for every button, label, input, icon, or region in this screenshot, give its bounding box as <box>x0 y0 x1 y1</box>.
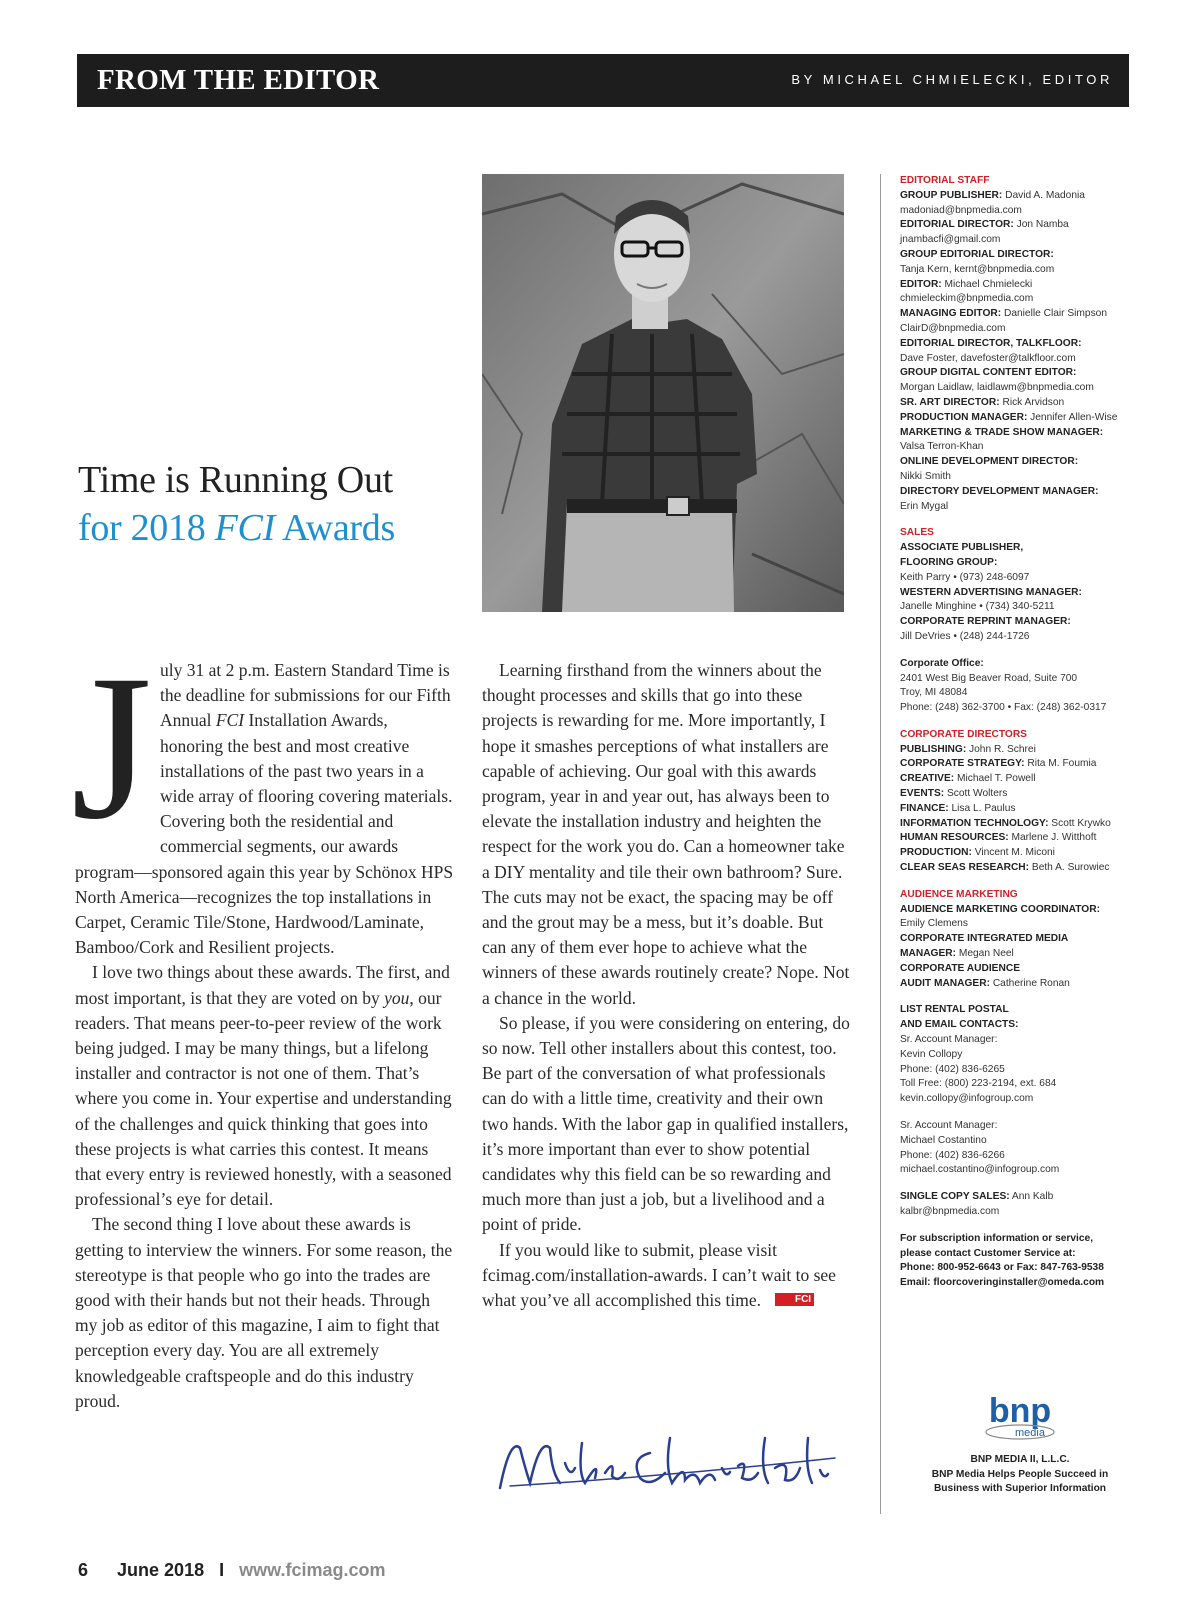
staff-name: Michael T. Powell <box>954 773 1036 785</box>
staff-role: GROUP DIGITAL CONTENT EDITOR: <box>900 367 1077 379</box>
staff-contact: Jill DeVries • (248) 244-1726 <box>900 630 1030 642</box>
staff-contact: Erin Mygal <box>900 500 949 512</box>
staff-role: GROUP PUBLISHER: <box>900 189 1003 201</box>
paragraph-6: If you would like to submit, please visit fcimag.com/installation-awards. I can’t wait to see what you’ve all accomplished this time. FCI <box>482 1239 836 1311</box>
staff-name: Scott Krywko <box>1048 817 1111 829</box>
corporate-directors-list <box>900 743 1140 876</box>
editor-photo <box>482 174 844 612</box>
editorial-staff-list <box>900 189 1140 515</box>
staff-entry <box>900 947 1140 962</box>
text-line: For subscription information or service, <box>900 1232 1094 1244</box>
staff-role: GROUP EDITORIAL DIRECTOR: <box>900 248 1054 260</box>
staff-entry <box>900 932 1140 947</box>
list-rental-label-2: AND EMAIL CONTACTS: <box>900 1019 1019 1031</box>
paragraph-3: The second thing I love about these awards is getting to interview the winners. For some reason, the stereotype is that people who go into the trades are good with their hands but not their heads. Through my job as editor of this magazine, I aim to fight that perception every day. You are all extremely knowledgeable craftspeople and do this industry proud. <box>75 1214 453 1411</box>
staff-role: HUMAN RESOURCES: <box>900 832 1009 844</box>
staff-role: WESTERN ADVERTISING MANAGER: <box>900 586 1082 598</box>
staff-name: John R. Schrei <box>966 743 1036 755</box>
staff-contact: ClairD@bnpmedia.com <box>900 322 1006 334</box>
text-line: Phone: (402) 836-6265 <box>900 1063 1005 1075</box>
byline: BY MICHAEL CHMIELECKI, EDITOR <box>791 72 1113 87</box>
staff-name: Lisa L. Paulus <box>948 802 1016 814</box>
staff-entry <box>900 556 1140 571</box>
text-line: please contact Customer Service at: <box>900 1247 1076 1259</box>
subscription-info <box>900 1232 1140 1291</box>
staff-contact: jnambacfi@gmail.com <box>900 234 1001 246</box>
audience-marketing-list <box>900 903 1140 992</box>
single-copy-email: kalbr@bnpmedia.com <box>900 1206 1000 1217</box>
paragraph-4: Learning firsthand from the winners about the thought processes and skills that go into these projects is rewarding for me. More importantly, I hope it smashes perceptions of what installers are capable of achieving. Our goal with this awards program, year in and year out, has always been to elevate the installation industry and heighten the respect for the work you do. Can a homeowner take a DIY mentality and tile their own bathroom? Sure. The cuts may not be exact, the spacing may be off and the grout may be a mess, but it’s doable. But can any of them ever hope to achieve what the winners of these awards routinely create? Nope. Not a chance in the world. <box>482 660 850 1008</box>
text-line: kevin.collopy@infogroup.com <box>900 1093 1034 1105</box>
text-line: Toll Free: (800) 223-2194, ext. 684 <box>900 1078 1057 1090</box>
staff-entry <box>900 366 1140 381</box>
text-line: michael.costantino@infogroup.com <box>900 1164 1060 1176</box>
staff-role: EDITOR: <box>900 278 942 290</box>
section-title: FROM THE EDITOR <box>97 64 380 96</box>
staff-name: Beth A. Surowiec <box>1029 862 1110 874</box>
site-url[interactable]: www.fcimag.com <box>239 1560 386 1580</box>
staff-role: CORPORATE INTEGRATED MEDIA <box>900 933 1069 945</box>
staff-entry <box>900 541 1140 556</box>
staff-name: Catherine Ronan <box>989 977 1070 989</box>
staff-role: EVENTS: <box>900 788 945 800</box>
staff-entry <box>900 337 1140 352</box>
footer-separator: I <box>219 1560 225 1580</box>
staff-entry <box>900 189 1140 204</box>
paragraph-1: July 31 at 2 p.m. Eastern Standard Time is the deadline for submissions for our Fifth Annual FCI Installation Awards, honoring the best and most creative installations of the past two years in a wide array of flooring covering materials. Covering both the residential and commercial segments, our awards program—sponsored again this year by Schönox HPS North America—recognizes the top installations in Carpet, Ceramic Tile/Stone, Hardwood/Laminate, Bamboo/Cork and Resilient projects. <box>71 632 454 958</box>
staff-entry <box>900 977 1140 992</box>
text-line: Troy, MI 48084 <box>900 687 968 699</box>
staff-name: Vincent M. Miconi <box>971 847 1055 859</box>
article-column-1 <box>71 632 455 1414</box>
text-line: Kevin Collopy <box>900 1048 963 1060</box>
staff-contact: Nikki Smith <box>900 470 951 482</box>
corporate-directors-heading: CORPORATE DIRECTORS <box>900 728 1027 740</box>
staff-entry <box>900 615 1140 630</box>
paragraph-2: I love two things about these awards. The first, and most important, is that they are voted on by you, our readers. That means peer-to-peer review of the work being judged. I may be many things, but a lifelong installer and contractor is not one of them. That’s where you come in. Your expertise and understanding of the challenges and quick thinking that goes into these projects is what carries this contest. It means that every entry is reviewed honestly, with a seasoned professional’s eye for detail. <box>75 962 452 1210</box>
staff-contact: madoniad@bnpmedia.com <box>900 204 1022 216</box>
staff-entry <box>900 411 1140 426</box>
text-line: Michael Costantino <box>900 1134 987 1146</box>
staff-role: ONLINE DEVELOPMENT DIRECTOR: <box>900 456 1079 468</box>
staff-role: AUDIT MANAGER: <box>900 977 990 989</box>
staff-entry <box>900 772 1140 787</box>
staff-contact: Tanja Kern, kernt@bnpmedia.com <box>900 263 1055 275</box>
bnp-media-tagline: BNP MEDIA II, L.L.C. BNP Media Helps People Succeed in Business with Superior Information <box>931 1454 1109 1495</box>
staff-role: PRODUCTION MANAGER: <box>900 411 1028 423</box>
staff-role: FINANCE: <box>900 802 949 814</box>
text-line: Sr. Account Manager: <box>900 1120 998 1132</box>
audience-marketing-heading: AUDIENCE MARKETING <box>900 888 1018 900</box>
staff-entry <box>900 455 1140 470</box>
staff-role: CORPORATE STRATEGY: <box>900 758 1025 770</box>
list-rental-contact-2 <box>900 1119 1140 1178</box>
staff-entry <box>900 962 1140 977</box>
staff-name: Rick Arvidson <box>999 396 1065 408</box>
staff-role: ASSOCIATE PUBLISHER, <box>900 542 1024 554</box>
staff-role: CORPORATE AUDIENCE <box>900 962 1020 974</box>
article-headline <box>78 456 468 552</box>
fci-end-mark: FCI <box>775 1293 814 1306</box>
staff-entry <box>900 485 1140 500</box>
issue-date: June 2018 <box>117 1560 205 1580</box>
text-line: Phone: (248) 362-3700 • Fax: (248) 362-0317 <box>900 702 1107 714</box>
page-number: 6 <box>78 1560 89 1580</box>
staff-contact: Emily Clemens <box>900 918 968 930</box>
staff-contact: Keith Parry • (973) 248-6097 <box>900 571 1030 583</box>
sales-list <box>900 541 1140 645</box>
staff-role: MANAGING EDITOR: <box>900 308 1002 320</box>
headline-line-1: Time is Running Out <box>78 459 393 501</box>
staff-entry <box>900 426 1140 441</box>
header-bar <box>77 54 1129 107</box>
column-divider <box>880 174 881 1514</box>
text-line: Phone: 800-952-6643 or Fax: 847-763-9538 <box>900 1262 1104 1274</box>
text-line: Phone: (402) 836-6266 <box>900 1149 1005 1161</box>
sales-heading: SALES <box>900 527 934 539</box>
article-column-2 <box>482 658 850 1313</box>
svg-text:bnp: bnp <box>988 1392 1052 1430</box>
staff-name: Scott Wolters <box>944 788 1008 800</box>
text-line: 2401 West Big Beaver Road, Suite 700 <box>900 672 1078 684</box>
staff-role: CREATIVE: <box>900 773 955 785</box>
list-rental-label: LIST RENTAL POSTAL <box>900 1004 1009 1016</box>
staff-contact: Morgan Laidlaw, laidlawm@bnpmedia.com <box>900 382 1094 394</box>
staff-role: EDITORIAL DIRECTOR, TALKFLOOR: <box>900 337 1082 349</box>
staff-entry <box>900 218 1140 233</box>
staff-role: PRODUCTION: <box>900 847 972 859</box>
svg-text:media: media <box>1015 1427 1045 1439</box>
staff-role: MARKETING & TRADE SHOW MANAGER: <box>900 426 1104 438</box>
staff-role: MANAGER: <box>900 948 957 960</box>
staff-role: FLOORING GROUP: <box>900 556 998 568</box>
staff-role: EDITORIAL DIRECTOR: <box>900 219 1014 231</box>
staff-role: INFORMATION TECHNOLOGY: <box>900 817 1049 829</box>
drop-cap: J <box>71 632 152 862</box>
staff-entry <box>900 307 1140 322</box>
staff-role: DIRECTORY DEVELOPMENT MANAGER: <box>900 485 1099 497</box>
text-line: Sr. Account Manager: <box>900 1034 998 1046</box>
list-rental-contact-1 <box>900 1033 1140 1107</box>
staff-entry <box>900 817 1140 832</box>
bnp-media-logo <box>980 1392 1060 1442</box>
staff-role: SR. ART DIRECTOR: <box>900 396 1000 408</box>
text-line: Email: floorcoveringinstaller@omeda.com <box>900 1277 1105 1289</box>
corporate-office-address <box>900 672 1140 716</box>
staff-entry <box>900 787 1140 802</box>
staff-entry <box>900 846 1140 861</box>
staff-entry <box>900 396 1140 411</box>
staff-name: Megan Neel <box>956 948 1014 960</box>
staff-contact: Valsa Terron-Khan <box>900 441 984 453</box>
staff-role: PUBLISHING: <box>900 743 967 755</box>
single-copy-sales: SINGLE COPY SALES: Ann Kalb <box>900 1191 1054 1203</box>
staff-name: David A. Madonia <box>1002 189 1085 201</box>
staff-name: Marlene J. Witthoft <box>1008 832 1097 844</box>
staff-entry <box>900 586 1140 601</box>
paragraph-5: So please, if you were considering on entering, do so now. Tell other installers about this contest, too. Be part of the conversation of what professionals can do with a little time, creativity and their own two hands. With the labor gap in qualified installers, it’s more important than ever to show potential candidates why this field can be so rewarding and much more than just a job, but a livelihood and a point of pride. <box>482 1012 850 1235</box>
masthead <box>900 174 1140 1291</box>
staff-entry <box>900 903 1140 918</box>
staff-name: Michael Chmielecki <box>941 278 1033 290</box>
staff-role: CORPORATE REPRINT MANAGER: <box>900 616 1071 628</box>
corporate-office-label: Corporate Office: <box>900 657 984 669</box>
staff-entry <box>900 831 1140 846</box>
staff-name: Jon Namba <box>1013 219 1069 231</box>
page-footer <box>78 1560 386 1581</box>
staff-entry <box>900 757 1140 772</box>
staff-contact: chmieleckim@bnpmedia.com <box>900 293 1034 305</box>
staff-entry <box>900 861 1140 876</box>
staff-role: CLEAR SEAS RESEARCH: <box>900 862 1030 874</box>
staff-entry <box>900 248 1140 263</box>
headline-line-2: for 2018 FCI Awards <box>78 507 395 549</box>
staff-name: Danielle Clair Simpson <box>1001 308 1108 320</box>
editor-signature <box>490 1428 850 1498</box>
staff-entry <box>900 278 1140 293</box>
staff-name: Rita M. Foumia <box>1024 758 1097 770</box>
staff-entry <box>900 802 1140 817</box>
staff-entry <box>900 743 1140 758</box>
staff-contact: Janelle Minghine • (734) 340-5211 <box>900 601 1055 613</box>
staff-contact: Dave Foster, davefoster@talkfloor.com <box>900 352 1076 364</box>
staff-role: AUDIENCE MARKETING COORDINATOR: <box>900 903 1100 915</box>
staff-name: Jennifer Allen-Wise <box>1027 411 1118 423</box>
editorial-staff-heading: EDITORIAL STAFF <box>900 175 990 186</box>
